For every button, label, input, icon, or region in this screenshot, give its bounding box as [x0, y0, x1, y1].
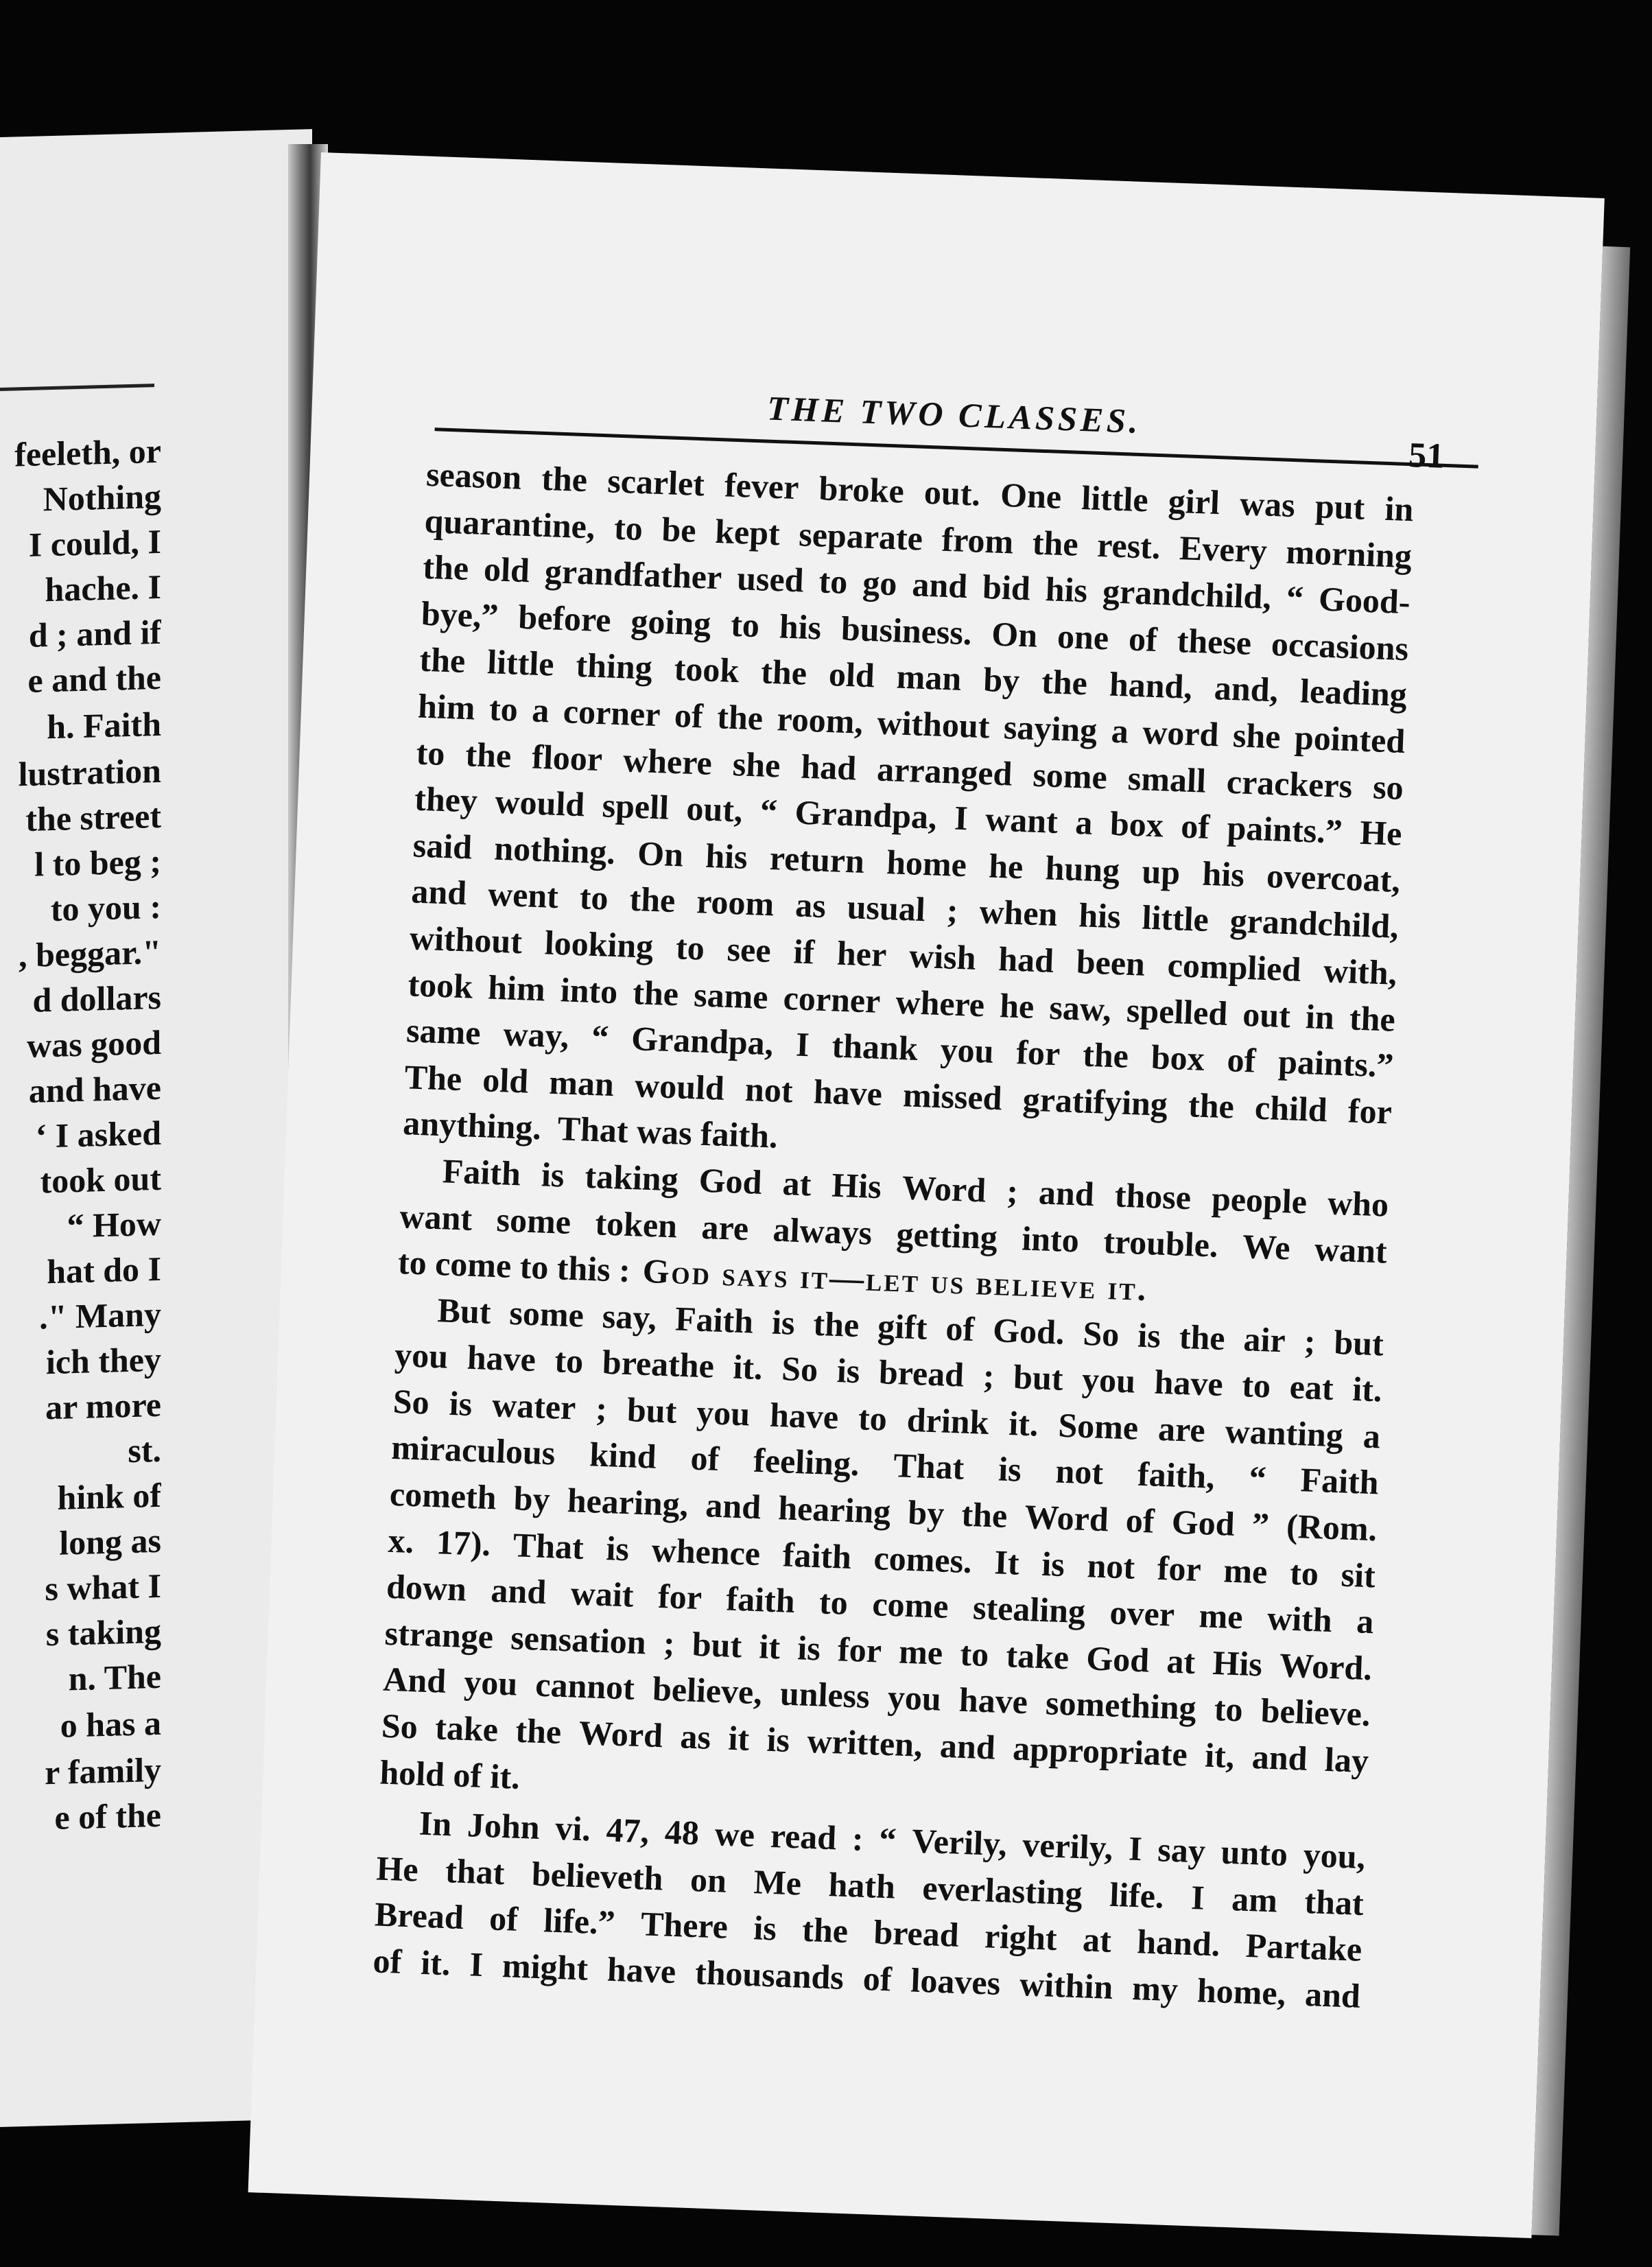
left-text-fragment: Nothing: [43, 476, 161, 519]
left-text-fragment: ich they: [45, 1339, 161, 1382]
text-line: you have to breathe it. So is bread ; but you have to eat it.: [394, 1335, 1383, 1409]
left-text-fragment: o has a: [60, 1703, 161, 1745]
text-line: quarantine, to be kept separate from the rest. Every morning: [423, 501, 1413, 575]
text-line: miraculous kind of feeling. That is not faith, “ Faith: [390, 1428, 1380, 1502]
text-line: want some token are always getting into trouble. We want: [399, 1196, 1388, 1271]
left-page-head-rule: [0, 384, 154, 391]
text-line: season the scarlet fever broke out. One little girl was put in: [425, 454, 1415, 529]
text-line: Bread of life.” There is the bread right at hand. Partake: [374, 1894, 1363, 1969]
text-line: to the floor where she had arranged some small crackers so: [415, 733, 1404, 807]
left-text-fragment: st.: [128, 1430, 161, 1470]
left-text-fragment: ." Many: [39, 1294, 161, 1337]
left-page-text: [0, 428, 161, 1842]
text-line: And you cannot believe, unless you have something to believe.: [382, 1660, 1371, 1734]
text-line: hold of it.: [379, 1752, 521, 1796]
left-text-fragment: , beggar.": [19, 932, 161, 975]
text-line: him to a corner of the room, without saying a word she pointed: [417, 686, 1406, 761]
text-line: So is water ; but you have to drink it. Some are wanting a: [392, 1381, 1381, 1456]
left-text-fragment: “ How: [67, 1203, 161, 1245]
text-line: took him into the same corner where he saw, spelled out in the: [407, 964, 1396, 1039]
left-text-fragment: feeleth, or: [14, 431, 161, 474]
left-text-fragment: hache. I: [45, 567, 161, 609]
text-line: of it. I might have thousands of loaves within my home, and: [372, 1941, 1361, 2015]
text-line: anything. That was faith.: [402, 1103, 779, 1156]
left-text-fragment: e of the: [54, 1795, 161, 1837]
right-page: [248, 152, 1605, 2238]
left-text-fragment: long as: [59, 1520, 161, 1562]
text-line: The old man would not have missed gratifying the child for: [403, 1057, 1393, 1131]
left-text-fragment: ‘ I asked: [35, 1113, 161, 1155]
left-text-fragment: s what I: [45, 1566, 161, 1608]
text-line: they would spell out, “ Grandpa, I want a box of paints.” He: [414, 779, 1403, 854]
left-text-fragment: s taking: [45, 1611, 161, 1654]
text-line: said nothing. On his return home he hung up his overcoat,: [412, 825, 1401, 900]
left-text-fragment: took out: [40, 1158, 161, 1201]
left-text-fragment: to you :: [50, 886, 161, 929]
left-text-fragment: the street: [25, 796, 161, 839]
left-text-fragment: ar more: [45, 1385, 161, 1427]
left-text-fragment: and have: [28, 1068, 161, 1110]
body-text: [373, 451, 1415, 2020]
left-text-fragment: h. Faith: [47, 704, 161, 747]
left-text-fragment: l to beg ;: [34, 841, 161, 884]
left-text-fragment: d ; and if: [28, 612, 161, 655]
text-line: x. 17). That is whence faith comes. It is not for me to sit: [387, 1520, 1376, 1595]
text-line: bye,” before going to his business. On one of these occasions: [421, 594, 1410, 668]
left-text-fragment: r family: [45, 1750, 161, 1792]
text-line: cometh by hearing, and hearing by the Word of God ” (Rom.: [389, 1474, 1378, 1549]
text-line: to come to this : God says it—let us believe it.: [397, 1239, 1386, 1321]
text-line: He that believeth on Me hath everlasting life. I am that: [375, 1848, 1365, 1923]
text-line: and went to the room as usual ; when his little grandchild,: [410, 871, 1400, 946]
small-caps-phrase: God says it—let us believe it.: [641, 1251, 1149, 1308]
running-head: THE TWO CLASSES.: [766, 388, 1142, 441]
text-line: strange sensation ; but it is for me to take God at His Word.: [384, 1613, 1373, 1688]
left-text-fragment: hink of: [57, 1475, 161, 1517]
text-line: Faith is taking God at His Word ; and those people who: [442, 1151, 1390, 1224]
text-line: the old grandfather used to go and bid his grandchild, “ Good-: [422, 547, 1411, 622]
page-number: 51: [1408, 436, 1446, 476]
left-text-fragment: d dollars: [32, 977, 161, 1020]
left-text-fragment: was good: [27, 1022, 161, 1065]
left-text-fragment: hat do I: [47, 1249, 161, 1291]
text-line: without looking to see if her wish had been complied with,: [409, 918, 1398, 992]
left-text-fragment: lustration: [18, 751, 161, 794]
text-line: So take the Word as it is written, and appropriate it, and lay: [381, 1706, 1370, 1781]
left-text-fragment: e and the: [27, 657, 161, 700]
text-line: In John vi. 47, 48 we read : “ Verily, verily, I say unto you,: [418, 1803, 1367, 1877]
left-text-fragment: n. The: [68, 1656, 161, 1698]
left-text-fragment: I could, I: [28, 521, 161, 564]
text-line: down and wait for faith to come stealing over me with a: [386, 1567, 1375, 1641]
text-line: But some say, Faith is the gift of God. So is the air ; but: [436, 1290, 1384, 1363]
text-line: the little thing took the old man by the hand, and, leading: [418, 640, 1408, 714]
text-line: same way, “ Grandpa, I thank you for the box of paints.”: [405, 1011, 1395, 1085]
